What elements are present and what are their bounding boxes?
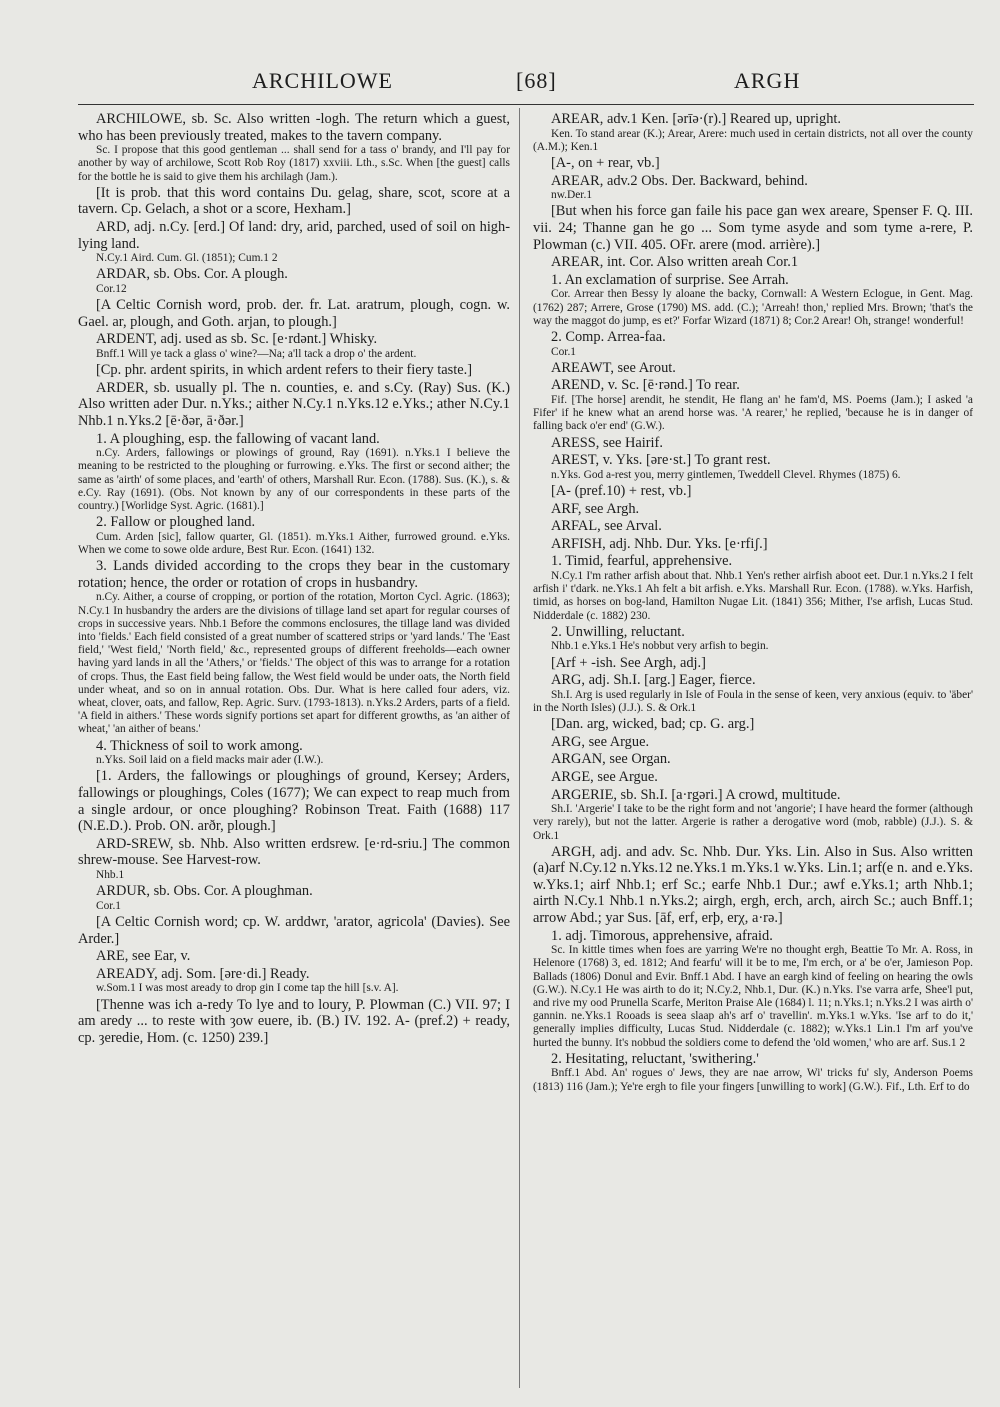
entry-paragraph: [Arf + -ish. See Argh, adj.] — [551, 654, 706, 671]
entry-paragraph: [A Celtic Cornish word; cp. W. arddwr, 'arator, agricola' (Davies). See Arder.] — [78, 913, 510, 947]
citation-paragraph: Sc. In kittle times when foes are yarring We're no thought ergh, Beattie To Mr. A. Ross, in Helenore (1768) 3, ed. 1812; And fearfu' will it be to me, I'm erch, or a' be o'er, Jamieson Pop. Ballads (1806) Donul and Evir. Bnff.1 Abd. I have an eargh kind of feeling on hearing the owls (G.W.). N.Cy.1 He was airth to do it; N.Cy.2, Nhb.1, Dur. (K.) n.Yks. I'se varra arfe, Shee'l put, and rive my ood Prunella Scarfe, Meriton Praise Ale (1684) l. 11; n.Yks.1; n.Yks.2 I was airth o' gannin. ne.Yks.1 Rooads is seea slaap ah's arf o' travellin'. m.Yks.1 w.Yks. 'Ise arf to do it,' generally implies difficulty, Lucas Stud. Nidderdale (c. 1882); w.Yks.1 Lin.1 I'm arf you've hurted the bunny. It's nobbud the soldiers come to defend the 'old women,' who are arf. Sus.1 2 — [533, 944, 973, 1049]
entry-paragraph: [Thenne was ich a-redy To lye and to loury, P. Plowman (C.) VII. 97; I am aredy ... to reste with ȝow euere, ib. (B.) IV. 192. A- (pref.2) + ready, cp. ȝeredie, Hom. (c. 1250) 239.] — [78, 996, 510, 1046]
header-right-guideword: ARGH — [734, 68, 801, 93]
entry-paragraph: [But when his force gan faile his pace gan wex areare, Spenser F. Q. III. vii. 24; Thanne gan he go ... Som tyme asyde and som tyme a-rere, P. Plowman (c.) VII. 405. OFr. arere (mod. arrière).] — [533, 203, 973, 253]
citation-paragraph: N.Cy.1 Aird. Cum. Gl. (1851); Cum.1 2 — [96, 252, 278, 265]
citation-paragraph: Sh.I. 'Argerie' I take to be the right form and not 'angorie'; I have heard the former (although very rarely), but not the latter. Argerie is rather a derogative word (mob, rabble) (J.J.). S. & Ork.1 — [533, 803, 973, 842]
entry-paragraph: AREAR, adv.2 Obs. Der. Backward, behind. — [551, 172, 808, 189]
entry-paragraph: ARG, see Argue. — [551, 733, 650, 750]
entry-paragraph: AREST, v. Yks. [əre·st.] To grant rest. — [551, 452, 771, 469]
entry-paragraph: 1. Timid, fearful, apprehensive. — [551, 553, 733, 570]
entry-paragraph: 1. adj. Timorous, apprehensive, afraid. — [551, 927, 773, 944]
entry-paragraph: ARESS, see Hairif. — [551, 434, 663, 451]
entry-paragraph: ARGH, adj. and adv. Sc. Nhb. Dur. Yks. Lin. Also in Sus. Also written (a)arf N.Cy.12 n.Yks.12 ne.Yks.1 m.Yks.1 w.Yks. Lin.1; arf(e n. and e.Yks. w.Yks.1; airf Nhb.1; erf Sc.; earfe Nhb.1 Dur.; awf e.Yks.1; arth Nhb.1; airth N.Cy.1 Nhb.1 n.Yks.2; airgh, ergh, erch, arch, airch Sc.; auch Bnff.1; arrow Abd.; yar Sus. [āf, erf, erþ, erχ, a·rə.] — [533, 843, 973, 927]
left-column — [78, 110, 510, 1395]
entry-paragraph: AREND, v. Sc. [ē·rənd.] To rear. — [551, 377, 740, 394]
running-header — [0, 68, 1000, 104]
citation-paragraph: Bnff.1 Will ye tack a glass o' wine?—Na; a'll tack a drop o' the ardent. — [96, 347, 417, 360]
entry-paragraph: ARFISH, adj. Nhb. Dur. Yks. [e·rfiʃ.] — [551, 535, 768, 552]
entry-paragraph: ARF, see Argh. — [551, 500, 640, 517]
entry-paragraph: [Cp. phr. ardent spirits, in which ardent refers to their fiery taste.] — [96, 362, 473, 379]
citation-paragraph: w.Som.1 I was most aready to drop gin I come tap the hill [s.v. A]. — [96, 982, 399, 995]
entry-paragraph: [A Celtic Cornish word, prob. der. fr. Lat. aratrum, plough, cogn. w. Gael. ar, plough, and Goth. arjan, to plough.] — [78, 297, 510, 330]
entry-paragraph: 1. A ploughing, esp. the fallowing of vacant land. — [96, 430, 380, 447]
citation-paragraph: n.Yks. Soil laid on a field macks mair ader (I.W.). — [96, 754, 324, 767]
entry-paragraph: ARD, adj. n.Cy. [erd.] Of land: dry, arid, parched, used of soil on high-lying land. — [78, 218, 510, 252]
entry-paragraph: ARFAL, see Arval. — [551, 518, 662, 535]
citation-paragraph: Cor. Arrear then Bessy ly aloane the backy, Cornwall: A Western Eclogue, in Gent. Mag. (1762) 287; Arrere, Grose (1790) MS. add. (C.); 'Arreah! thon,' replied Mrs. Brown; 'that's the way the maggot do jump, es et?' Forfar Wizard (1871) 8; Cor.2 Arear! Oh, strange! wonderful! — [533, 288, 973, 327]
entry-paragraph: [A-, on + rear, vb.] — [551, 155, 660, 171]
citation-paragraph: Nhb.1 — [96, 868, 125, 881]
entry-paragraph: 2. Fallow or ploughed land. — [96, 514, 256, 531]
entry-paragraph: ARE, see Ear, v. — [96, 948, 191, 965]
entry-paragraph: ARGERIE, sb. Sh.I. [a·rgəri.] A crowd, multitude. — [551, 786, 841, 803]
column-separator — [519, 108, 520, 1388]
citation-paragraph: N.Cy.1 I'm rather arfish about that. Nhb.1 Yen's rether airfish aboot eet. Dur.1 n.Yks.2 I felt arfish i' t'dark. ne.Yks.1 Ah felt a bit arfish. e.Yks. Marshall Rur. Econ. (1788). w.Yks. Harfish, timid, as horses on bog-land, Hamilton Nugae Lit. (1841) 356; Mither, I'se arfish, Lucas Stud. Nidderdale (c. 1882) 230. — [533, 569, 973, 622]
entry-paragraph: ARCHILOWE, sb. Sc. Also written -logh. The return which a guest, who has been previously treated, makes to the tavern company. — [78, 111, 510, 144]
citation-paragraph: nw.Der.1 — [551, 189, 593, 202]
entry-paragraph: AREADY, adj. Som. [əre·di.] Ready. — [96, 965, 310, 982]
entry-paragraph: [Dan. arg, wicked, bad; cp. G. arg.] — [551, 716, 755, 733]
entry-paragraph: ARDUR, sb. Obs. Cor. A ploughman. — [96, 883, 313, 900]
right-column — [533, 110, 973, 1395]
entry-paragraph: ARGE, see Argue. — [551, 768, 658, 785]
entry-paragraph: ARDENT, adj. used as sb. Sc. [e·rdənt.] Whisky. — [96, 331, 378, 348]
citation-paragraph: Fif. [The horse] arendit, he stendit, He flang an' he fam'd, MS. Poems (Jam.); I asked 'a Fifer' if he knew what an arend horse was. 'A rearer,' he replied, 'because he is in danger of falling back o'er end' (G.W.). — [533, 393, 973, 433]
entry-paragraph: ARG, adj. Sh.I. [arg.] Eager, fierce. — [551, 672, 756, 689]
entry-paragraph: 1. An exclamation of surprise. See Arrah. — [551, 271, 789, 288]
citation-paragraph: Cor.1 — [551, 345, 576, 358]
citation-paragraph: Bnff.1 Abd. An' rogues o' Jews, they are nae arrow, Wi' tricks fu' sly, Anderson Poems (1813) 116 (Jam.); Ye're ergh to file your fingers [unwilling to work] (G.W.). Fif., Lth. Erf to do — [533, 1067, 973, 1093]
entry-paragraph: 4. Thickness of soil to work among. — [96, 737, 303, 754]
citation-paragraph: n.Cy. Aither, a course of cropping, or portion of the rotation, Morton Cycl. Agric. (1863); N.Cy.1 In husbandry the arders are the divisions of tillage land set apart for regular courses of crops in successive years. Nhb.1 Before the commons enclosures, the tillage land was divided into 'fields.' Each field consisted of a great number of scattered strips or 'yard lands.' The 'East field,' 'West field,' 'North field,' &c., represented groups of different freeholds—each owner having yard lands in all the 'Athers,' or 'fields.' The object of this was to arrange for a rotation of crops. Thus, the East field being fallow, the West field would be under oats, the North field under wheat, and so on in annual rotation. Obs. Dur. What is here called four aders, viz. wheat, clover, oats, and fallow, Rep. Agric. Surv. (1793-1813). n.Yks.2 Arders, parts of a field. 'A field in aithers.' These words signify portions set apart for different growths, as 'an aither of wheat,' 'an aither of beans.' — [78, 591, 510, 736]
entry-paragraph: ARGAN, see Organ. — [551, 751, 671, 768]
entry-paragraph: 2. Unwilling, reluctant. — [551, 623, 685, 640]
entry-paragraph: ARDER, sb. usually pl. The n. counties, e. and s.Cy. (Ray) Sus. (K.) Also written ader Dur. n.Yks.; aither N.Cy.1 n.Yks.12 e.Yks.; ather N.Cy.1 Nhb.1 n.Yks.2 [ē·ðər, ā·ðər.] — [78, 379, 510, 429]
entry-paragraph: AREAR, adv.1 Ken. [ərīə·(r).] Reared up, upright. — [551, 111, 841, 127]
citation-paragraph: Cor.1 — [96, 899, 121, 912]
header-page-number: [68] — [516, 68, 557, 93]
citation-paragraph: Cum. Arden [sic], fallow quarter, Gl. (1851). m.Yks.1 Aither, furrowed ground. e.Yks. When we come to sowe olde ardure, Best Rur. Econ. (1641) 132. — [78, 530, 510, 556]
entry-paragraph: AREAWT, see Arout. — [551, 359, 676, 376]
header-rule — [78, 104, 974, 105]
entry-paragraph: 3. Lands divided according to the crops they bear in the customary rotation; hence, the order or rotation of crops in husbandry. — [78, 558, 510, 591]
entry-paragraph: ARD-SREW, sb. Nhb. Also written erdsrew. [e·rd-sriu.] The common shrew-mouse. See Harvest-row. — [78, 835, 510, 869]
entry-paragraph: [A- (pref.10) + rest, vb.] — [551, 482, 692, 499]
header-left-guideword: ARCHILOWE — [252, 68, 393, 93]
entry-paragraph: 2. Hesitating, reluctant, 'swithering.' — [551, 1050, 759, 1067]
entry-paragraph: [It is prob. that this word contains Du. gelag, share, scot, score at a tavern. Cp. Gelach, a shot or a score, Hexham.] — [78, 184, 510, 218]
entry-paragraph: 2. Comp. Arrea-faa. — [551, 328, 666, 345]
citation-paragraph: n.Cy. Arders, fallowings or plowings of ground, Ray (1691). n.Yks.1 I believe the meaning to be restricted to the ploughing or furrowing. e.Yks. The first or second aither; the same as 'airth' of some places, and 'earth' of others, Marshall Rur. Econ. (1788). Sus. (K.), s. & e.Cy. Ray (1691). (Obs. Not known by any of our correspondents in these parts of the country.) [Worlidge Syst. Agric. (1681).] — [78, 447, 510, 512]
citation-paragraph: Sh.I. Arg is used regularly in Isle of Foula in the sense of keen, very anxious (equiv. to 'äber' in the North Isles) (J.J.). S. & Ork.1 — [533, 688, 973, 714]
citation-paragraph: Sc. I propose that this good gentleman ... shall send for a tass o' brandy, and I'll pay for another by way of archilowe, Scott Rob Roy (1817) xxviii. Lth., s.Sc. When [the guest] calls for the bottle he is said to give them his archilagh (Jam.). — [78, 144, 510, 183]
citation-paragraph: Ken. To stand arear (K.); Arear, Arere: much used in certain districts, not all over the county (A.M.); Ken.1 — [533, 127, 973, 153]
citation-paragraph: Cor.12 — [96, 282, 127, 295]
entry-paragraph: AREAR, int. Cor. Also written areah Cor.1 — [551, 254, 799, 271]
citation-paragraph: Nhb.1 e.Yks.1 He's nobbut very arfish to begin. — [551, 640, 769, 653]
entry-paragraph: [1. Arders, the fallowings or ploughings of ground, Kersey; Arders, fallowings or ploughings, Coles (1677); We can expect to reap much from a single ardour, or once ploughing? Robinson Treat. Faith (1688) 117 (N.E.D.). Prob. ON. arðr, plough.] — [78, 768, 510, 835]
citation-paragraph: n.Yks. God a-rest you, merry gintlemen, Tweddell Clevel. Rhymes (1875) 6. — [551, 468, 901, 481]
entry-paragraph: ARDAR, sb. Obs. Cor. A plough. — [96, 266, 288, 283]
